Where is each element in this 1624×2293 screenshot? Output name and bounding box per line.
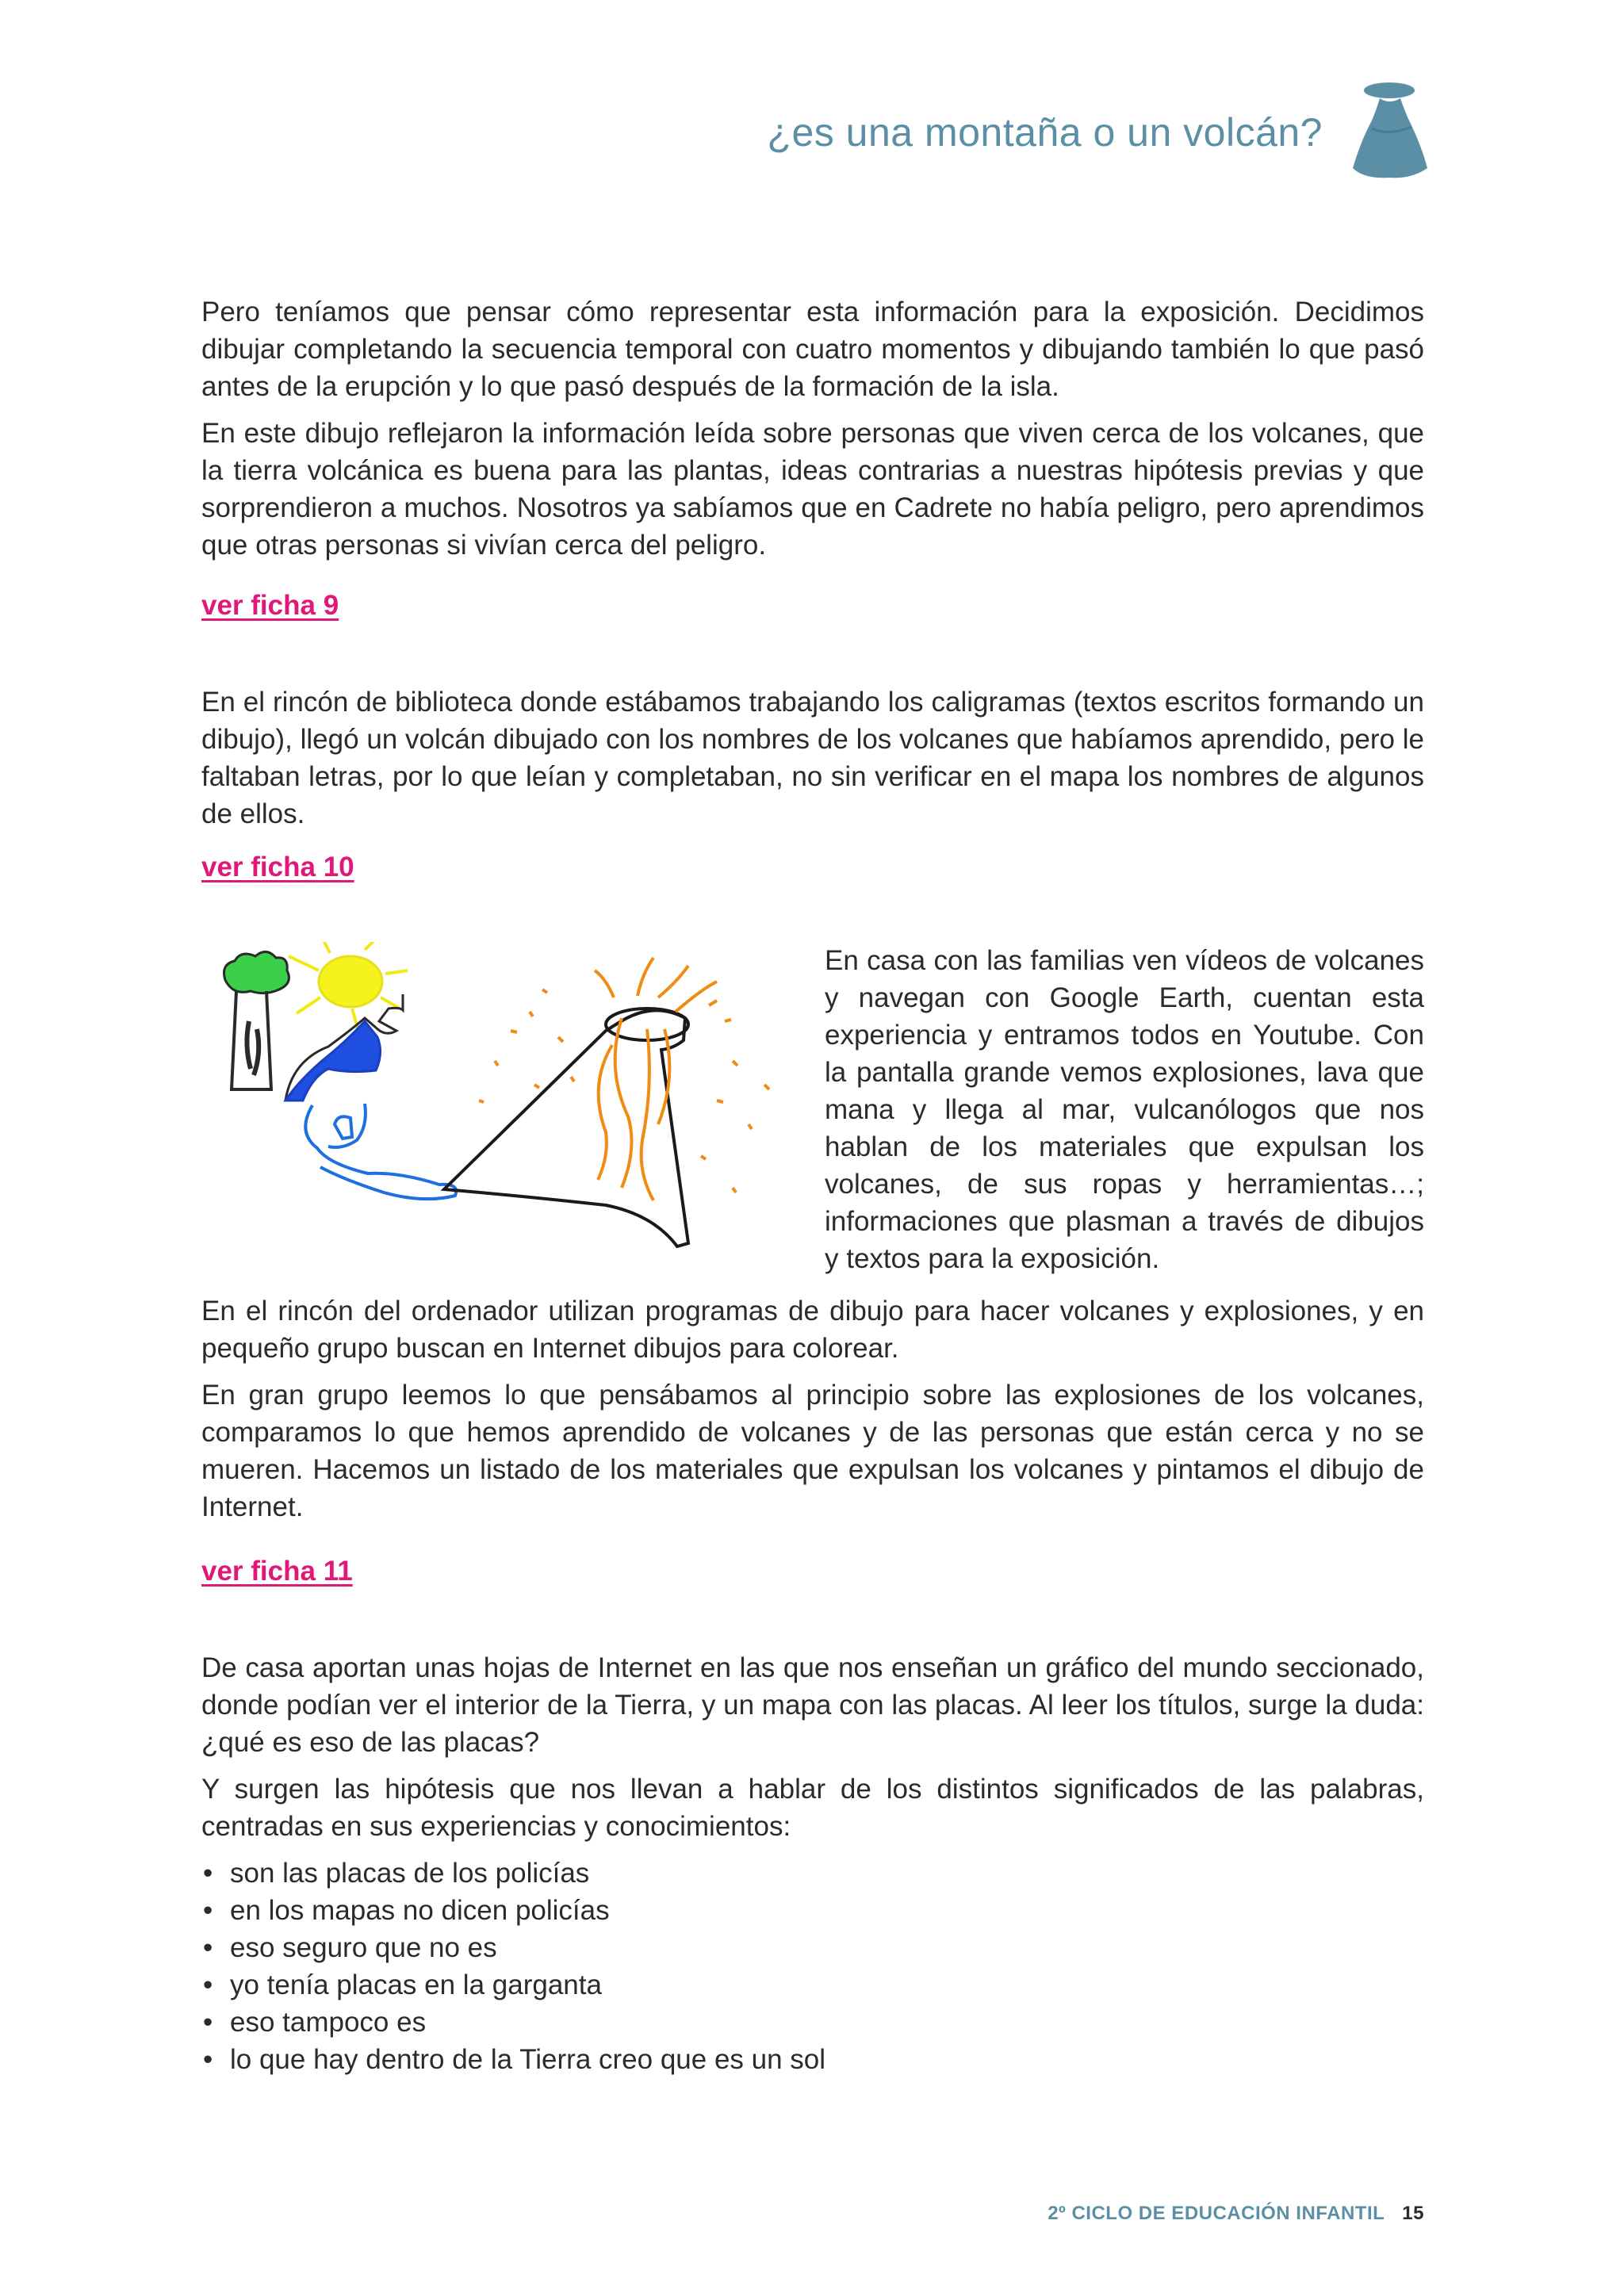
- paragraph: Pero teníamos que pensar cómo representar esta información para la exposición. Decidimos dibujar completando la secuencia temporal con cuatro momentos y dibujando también lo que pasó antes de la erupción y lo que pasó después de la formación de la isla.: [201, 297, 1424, 402]
- hypotheses-list: [201, 1855, 1424, 2078]
- person-drawing: [285, 994, 456, 1199]
- paragraph: En el rincón de biblioteca donde estábamos trabajando los caligramas (textos escritos formando un dibujo), llegó un volcán dibujado con los nombres de los volcanes que habíamos aprendido, pero le faltaban letras, por lo que leían y completaban, no sin verificar en el mapa los nombres de algunos de ellos.: [201, 687, 1424, 829]
- families-paragraph: En casa con las familias ven vídeos de volcanes y navegan con Google Earth, cuentan esta experiencia y entramos todos en Youtube. Con la pantalla grande vemos explosiones, lava que mana y llega al mar, vulcanólogos que nos hablan de los materiales que expulsan los volcanes, de sus ropas y herramientas…; informaciones que plasman a través de dibujos y textos para la exposición.: [825, 945, 1424, 1274]
- section-ordenador: [201, 1292, 1424, 1525]
- tree-drawing: [224, 951, 289, 1089]
- page-footer: [1048, 2203, 1424, 2225]
- page-number: 15: [1402, 2203, 1424, 2224]
- paragraph: En el rincón del ordenador utilizan programas de dibujo para hacer volcanes y explosiones, y en pequeño grupo buscan en Internet dibujos para colorear.: [201, 1296, 1424, 1364]
- paragraph: En gran grupo leemos lo que pensábamos al principio sobre las explosiones de los volcanes, comparamos lo que hemos aprendido de volcanes y de las personas que están cerca y no se mueren. Hacemos un listado de los materiales que expulsan los volcanes y pintamos el dibujo de Internet.: [201, 1380, 1424, 1522]
- footer-label: 2º CICLO DE EDUCACIÓN INFANTIL: [1048, 2203, 1385, 2224]
- ficha-9-link[interactable]: ver ficha 9: [201, 590, 339, 621]
- list-item: • eso tampoco es: [201, 2004, 1424, 2041]
- volcano-drawing: [444, 958, 769, 1246]
- sun-drawing: [289, 942, 408, 1031]
- child-volcano-drawing: [209, 942, 812, 1259]
- volcano-icon: [1348, 81, 1432, 182]
- list-item: • son las placas de los policías: [201, 1855, 1424, 1892]
- section-biblioteca: [201, 683, 1424, 833]
- list-item: • eso seguro que no es: [201, 1929, 1424, 1966]
- list-item: • lo que hay dentro de la Tierra creo que es un sol: [201, 2041, 1424, 2078]
- list-item: • yo tenía placas en la garganta: [201, 1966, 1424, 2004]
- ficha-11-link[interactable]: ver ficha 11: [201, 1556, 353, 1587]
- section-placas: [201, 1649, 1424, 2078]
- paragraph: De casa aportan unas hojas de Internet en las que nos enseñan un gráfico del mundo seccionado, donde podían ver el interior de la Tierra, y un mapa con las placas. Al leer los títulos, surge la duda: ¿qué es eso de las placas?: [201, 1652, 1424, 1758]
- section-intro: [201, 293, 1424, 564]
- ficha-10-link[interactable]: ver ficha 10: [201, 852, 354, 882]
- list-item: • en los mapas no dicen policías: [201, 1892, 1424, 1929]
- paragraph: Y surgen las hipótesis que nos llevan a hablar de los distintos significados de las palabras, centradas en sus experiencias y conocimientos:: [201, 1774, 1424, 1842]
- paragraph: En este dibujo reflejaron la información leída sobre personas que viven cerca de los volcanes, que la tierra volcánica es buena para las plantas, ideas contrarias a nuestras hipótesis previas y que sorprendieron a muchos. Nosotros ya sabíamos que en Cadrete no había peligro, pero aprendimos que otras personas si vivían cerca del peligro.: [201, 418, 1424, 561]
- page-title: ¿es una montaña o un volcán?: [767, 110, 1323, 155]
